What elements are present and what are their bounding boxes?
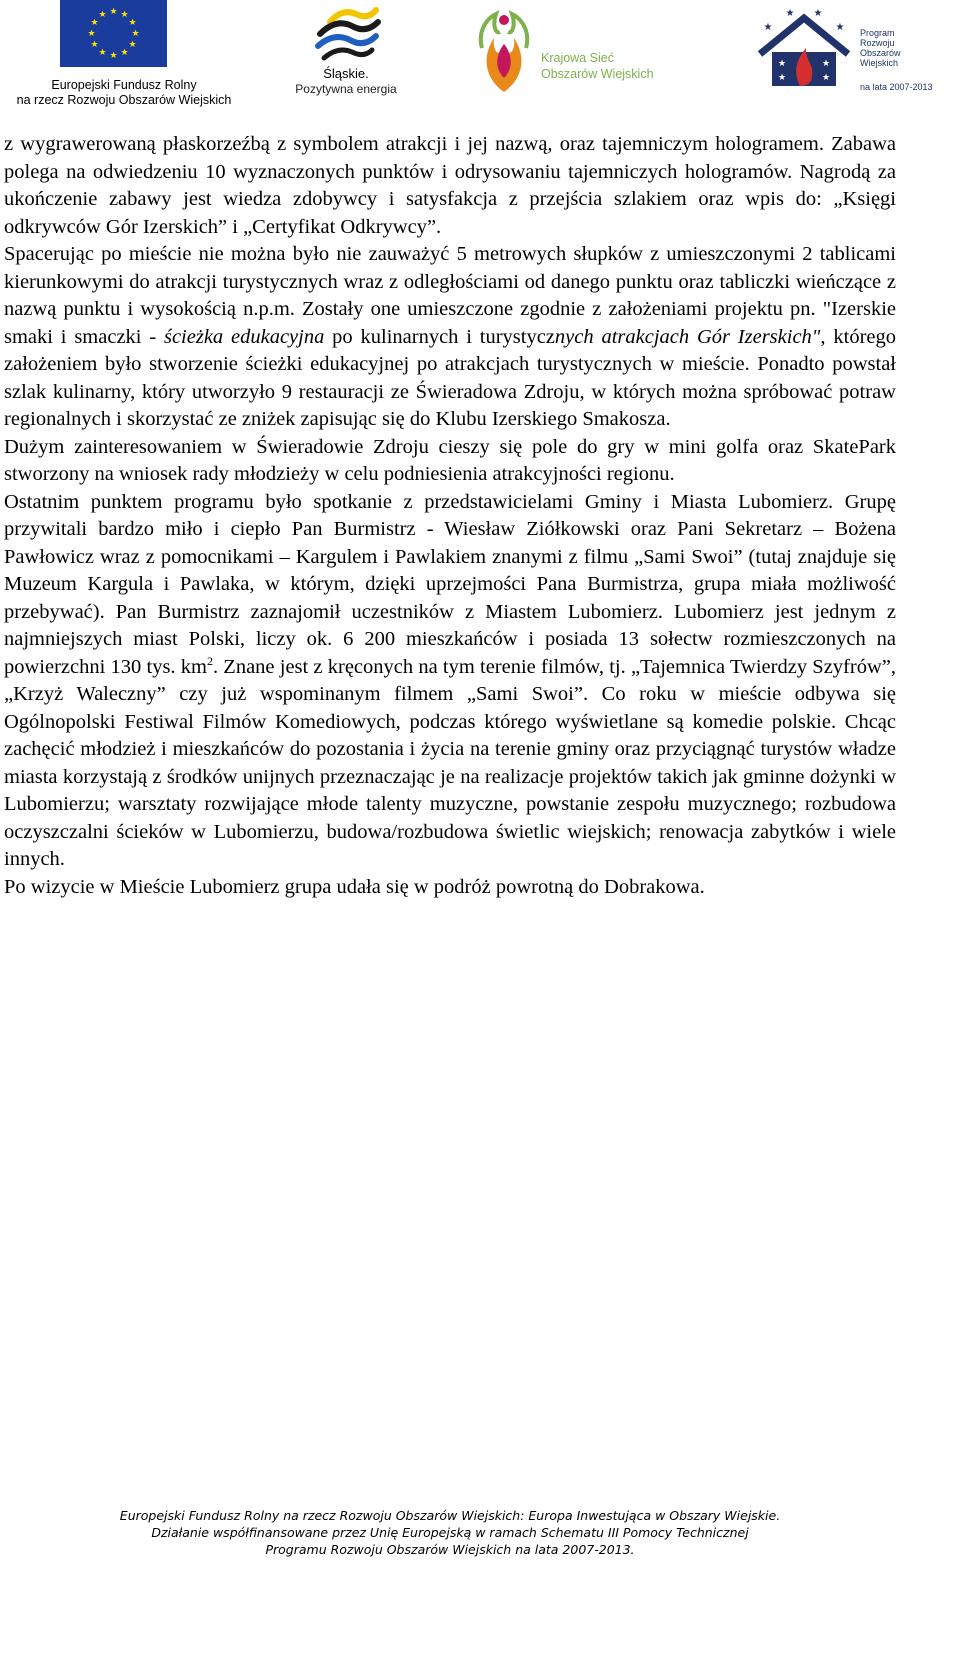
ksow-line2: Obszarów Wiejskich — [541, 67, 654, 81]
svg-text:★: ★ — [785, 8, 795, 19]
eu-logo-caption-line2: na rzecz Rozwoju Obszarów Wiejskich — [16, 93, 232, 107]
svg-text:★: ★ — [813, 8, 823, 19]
eu-agricultural-fund-logo — [4, 0, 244, 112]
paragraph-signposts-text-1: Spacerując po mieście nie można było nie zauważyć 5 metrowych słupków z umieszczonymi 2 tablicami kierunkowymi do atrakcji turystycznych wraz z odległościami od danego punktu oraz tabliczki wieńczące z nazwą punktu i wysokością n.p.m. Zostały one umieszczone zgodnie z założeniami projektu pn. "Izerskie smaki i smaczki - — [4, 243, 896, 348]
paragraph-signposts-italic-2: nych atrakcjach Gór Izerskich" — [554, 325, 821, 348]
svg-text:★: ★ — [120, 48, 129, 58]
prow-line1: Program — [860, 28, 895, 38]
footer-line3: Programu Rozwoju Obszarów Wiejskich na lata 2007-2013. — [265, 1542, 635, 1557]
prow-line3: Obszarów — [860, 48, 901, 58]
paragraph-hologram-game: z wygrawerowaną płaskorzeźbą z symbolem atrakcji i jej nazwą, oraz tajemniczym hologramem. Zabawa polega na odwiedzeniu 10 wyznaczonych punktów i odrysowaniu tajemniczych hologramów. Nagrodą za ukończenie zabawy jest wiedza zdobywcy i satysfakcja z przejścia szlakiem oraz wpis do: „Księgi odkrywców Gór Izerskich” i „Certyfikat Odkrywcy”. — [4, 133, 896, 238]
paragraph-lubomierz-text-1: Ostatnim punktem programu było spotkanie z przedstawicielami Gminy i Miasta Lubomierz. Grupę przywitali bardzo miło i ciepło Pan Burmistrz - Wiesław Ziółkowski oraz Pani Sekretarz – Bożena Pawłowicz wraz z pomocnikami – Kargulem i Pawlakiem znanymi z filmu „Sami Swoi” (tutaj znajduje się Muzeum Kargula i Pawlaka, w którym, dzięki uprzejmości Pana Burmistrza, grupa miała możliwość przebywać). Pan Burmistrz zaznajomił uczestników z Miastem Lubomierz. Lubomierz jest jednym z najmniejszych miast Polski, liczy ok. 6 200 mieszkańców i posiada 13 sołectw rozmieszczonych na powierzchni 130 tys. km — [4, 490, 896, 678]
prow-line2: Rozwoju — [860, 38, 895, 48]
paragraph-lubomierz — [4, 489, 896, 874]
slaskie-logo — [290, 4, 410, 104]
svg-text:★: ★ — [821, 59, 831, 69]
ksow-line1: Krajowa Sieć — [541, 51, 614, 65]
svg-text:★: ★ — [98, 10, 107, 20]
paragraph-return: Po wizycie w Mieście Lubomierz grupa udała się w podróż powrotną do Dobrakowa. — [4, 875, 705, 898]
document-body — [4, 131, 896, 901]
slaskie-wave-icon — [290, 4, 402, 66]
paragraph-minigolf: Dużym zainteresowaniem w Świeradowie Zdroju cieszy się pole do gry w mini golfa oraz SkatePark stworzony na wniosek rady młodzieży w celu podniesienia atrakcyjności regionu. — [4, 435, 896, 485]
eu-logo-caption-line1: Europejski Fundusz Rolny — [51, 78, 197, 92]
prow-line5: na lata 2007-2013 — [860, 82, 933, 92]
prow-line4: Wiejskich — [860, 58, 899, 68]
paragraph-lubomierz-text-2: . Znane jest z kręconych na tym terenie filmów, tj. „Tajemnica Twierdzy Szyfrów”, „Krzyż Waleczny” czy już wspominanym filmem „Sami Swoi”. Co roku w mieście odbywa się Ogólnopolski Festiwal Filmów Komediowych, podczas którego wyświetlane są komedie polskie. Chcąc zachęcić młodzież i mieszkańców do pozostania i życia na terenie gminy oraz przyciągnąć turystów władze miasta korzystają z środków unijnych przeznaczając je na realizacje projektów takich jak gminne dożynki w Lubomierzu; warsztaty rozwijające młode talenty muzyczne, powstanie zespołu muzycznego; rozbudowa oczyszczalni ścieków w Lubomierzu, budowa/rozbudowa świetlic wiejskich; renowacja zabytków i wiele innych. — [4, 655, 896, 870]
svg-text:★: ★ — [777, 59, 787, 69]
svg-text:★: ★ — [87, 29, 96, 39]
ksow-flame-icon — [474, 8, 536, 94]
paragraph-signposts-text-3: , którego założeniem było stworzenie ścieżki edukacyjnej po atrakcjach turystycznych w mieście. Ponadto powstał szlak kulinarny, który utworzyło 9 restauracji ze Świeradowa Zdroju, w których można spróbować potraw regionalnych i skorzystać ze zniżek zapisując się do Klubu Izerskiego Smakosza. — [4, 325, 896, 430]
prow-logo — [750, 6, 950, 106]
svg-text:★: ★ — [90, 40, 99, 50]
paragraph-signposts-text-2: po kulinarnych i turystycz — [324, 325, 555, 348]
svg-text:★: ★ — [777, 73, 787, 83]
paragraph-signposts — [4, 241, 896, 434]
footer-line1: Europejski Fundusz Rolny na rzecz Rozwoju Obszarów Wiejskich: Europa Inwestująca w Obszary Wiejskie. — [119, 1508, 781, 1523]
svg-text:★: ★ — [131, 29, 140, 39]
prow-house-stars-icon — [750, 6, 858, 96]
svg-text:★: ★ — [109, 51, 118, 61]
svg-text:★: ★ — [90, 18, 99, 28]
superscript-2: 2 — [206, 653, 213, 668]
slaskie-name: Śląskie. — [323, 66, 369, 81]
paragraph-signposts-italic-1: ścieżka edukacyjna — [163, 325, 325, 348]
svg-text:★: ★ — [128, 40, 137, 50]
footer-line2: Działanie współfinansowane przez Unię Europejską w ramach Schematu III Pomocy Technicznej — [151, 1525, 749, 1540]
page-footer — [0, 1507, 900, 1558]
svg-text:★: ★ — [821, 73, 831, 83]
eu-flag-icon — [60, 0, 167, 67]
svg-text:★: ★ — [109, 7, 118, 17]
svg-text:★: ★ — [120, 10, 129, 20]
svg-text:★: ★ — [763, 22, 773, 33]
slaskie-slogan: Pozytywna energia — [295, 82, 397, 96]
svg-text:★: ★ — [128, 18, 137, 28]
svg-text:★: ★ — [835, 22, 845, 33]
svg-text:★: ★ — [98, 48, 107, 58]
ksow-logo — [474, 8, 674, 98]
header-logos — [0, 0, 960, 115]
